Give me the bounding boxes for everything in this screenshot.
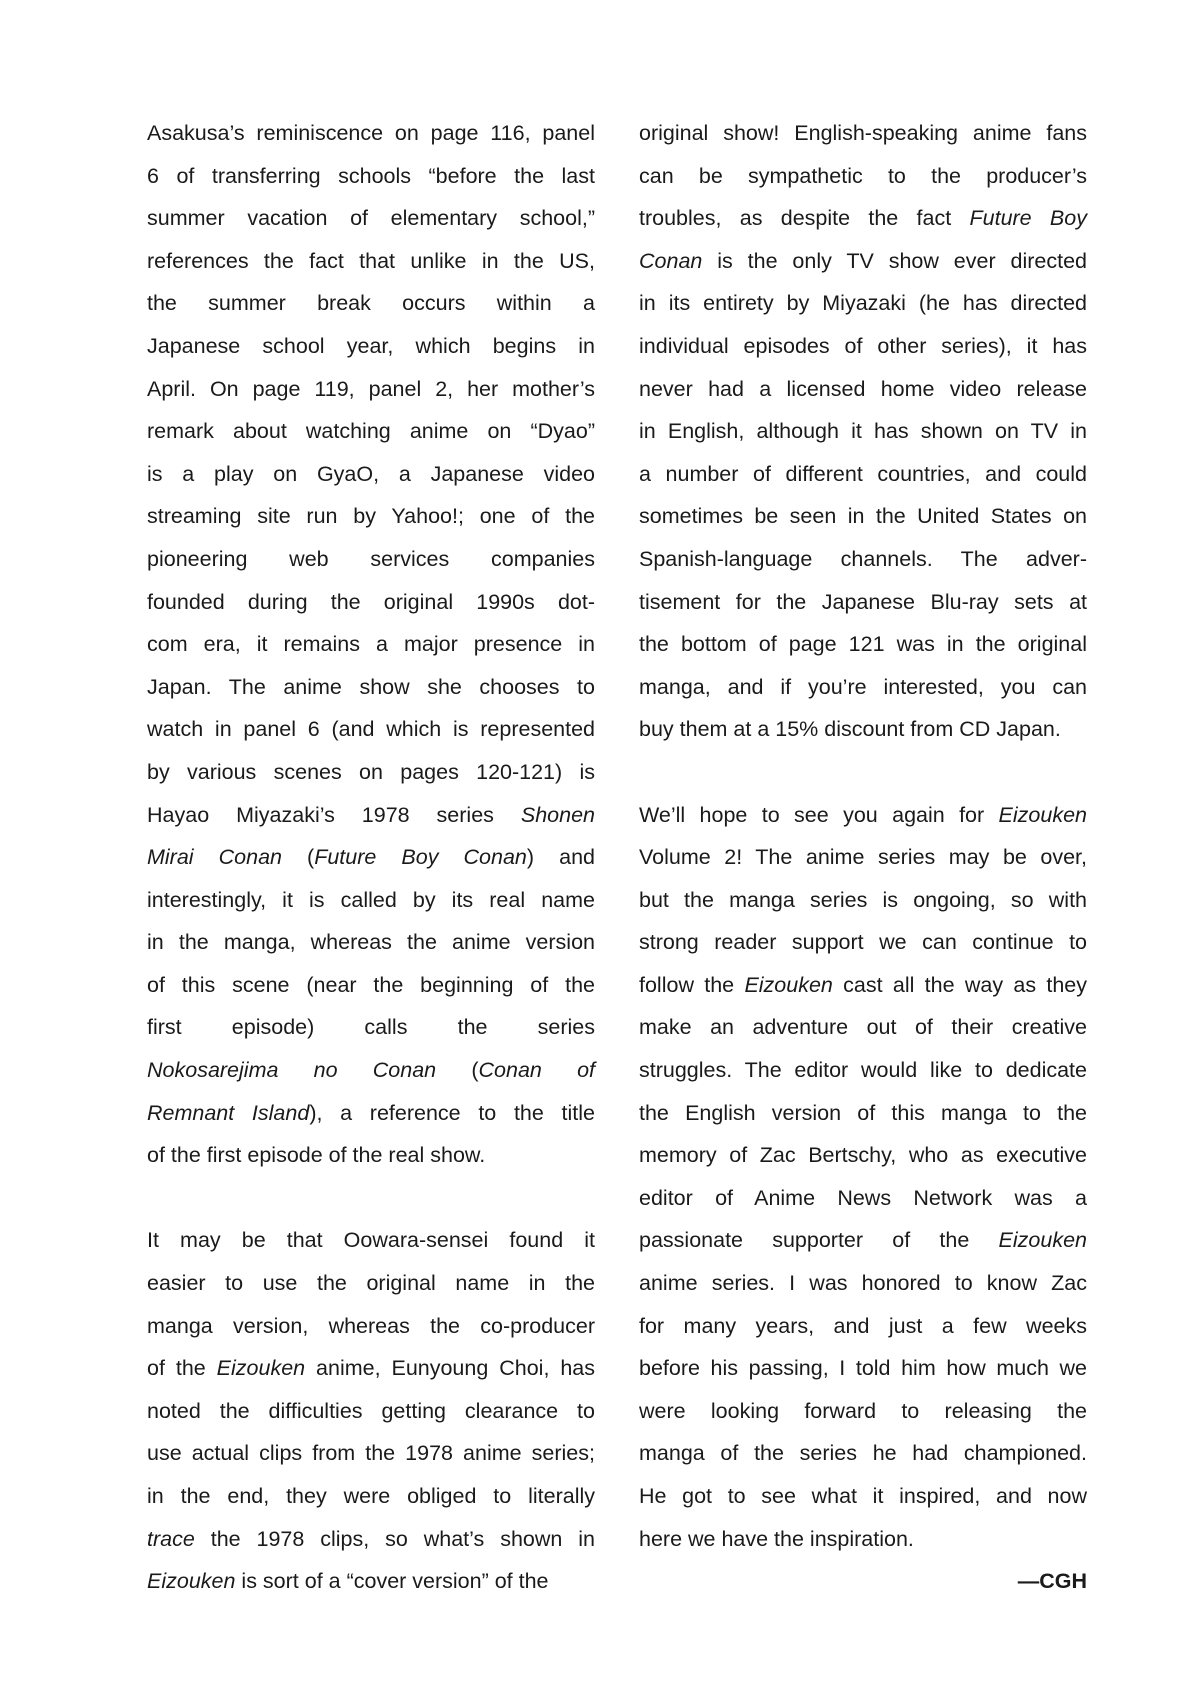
text-segment: in its entirety by Miyazaki (he has directed <box>639 291 1087 316</box>
text-line <box>147 666 595 709</box>
text-line <box>639 1049 1087 1092</box>
text-segment: the bottom of page 121 was in the original <box>639 632 1087 657</box>
text-line <box>639 666 1087 709</box>
italic-text: Future Boy Conan <box>314 845 527 870</box>
text-segment: April. On page 119, panel 2, her mother’s <box>147 376 595 401</box>
italic-text: Eizouken <box>216 1356 306 1381</box>
text-segment: interestingly, it is called by its real name <box>147 887 595 912</box>
text-segment: Spanish-language channels. The adver- <box>639 546 1087 571</box>
text-line <box>147 1092 595 1135</box>
text-segment: pioneering web services companies <box>147 546 595 571</box>
text-line <box>639 1006 1087 1049</box>
text-segment: were looking forward to releasing the <box>639 1398 1087 1423</box>
text-segment: make an adventure out of their creative <box>639 1015 1087 1040</box>
text-line <box>147 538 595 581</box>
text-segment: manga of the series he had championed. <box>639 1441 1087 1466</box>
text-line <box>147 1262 595 1305</box>
text-segment: 6 of transferring schools “before the last <box>147 163 595 188</box>
italic-text: Conan <box>639 248 703 273</box>
text-segment: manga version, whereas the co-producer <box>147 1313 595 1338</box>
text-line <box>639 836 1087 879</box>
paragraph <box>639 112 1087 751</box>
text-segment: Asakusa’s reminiscence on page 116, panel <box>147 121 595 145</box>
text-segment: is the only TV show ever directed <box>702 248 1087 273</box>
text-line <box>147 751 595 794</box>
italic-text: Eizouken <box>998 802 1087 827</box>
text-line <box>147 581 595 624</box>
text-line <box>639 964 1087 1007</box>
italic-text: Shonen <box>520 802 595 827</box>
text-segment: Japanese school year, which begins in <box>147 333 595 358</box>
text-line <box>639 538 1087 581</box>
text-segment: of this scene (near the beginning of the <box>147 972 595 997</box>
text-segment: anime series. I was honored to know Zac <box>639 1271 1087 1296</box>
text-segment: troubles, as despite the fact <box>639 206 970 231</box>
text-segment: ( <box>282 845 315 870</box>
text-line <box>639 581 1087 624</box>
text-segment: in the end, they were obliged to literally <box>147 1484 595 1508</box>
paragraph <box>147 112 595 1177</box>
text-line <box>639 495 1087 538</box>
text-line <box>147 1134 595 1177</box>
italic-text: Eizouken <box>998 1228 1087 1253</box>
text-segment: of the first episode of the real show. <box>147 1143 486 1168</box>
text-segment: com era, it remains a major presence in <box>147 632 595 657</box>
text-line <box>147 240 595 283</box>
text-segment: but the manga series is ongoing, so with <box>639 887 1087 912</box>
text-line <box>147 1475 595 1518</box>
text-line <box>147 1219 595 1262</box>
italic-text: Mirai Conan <box>147 845 282 870</box>
text-line <box>147 794 595 837</box>
text-segment: use actual clips from the 1978 anime series; <box>147 1441 595 1466</box>
left-column <box>147 112 595 1603</box>
text-segment: the English version of this manga to the <box>639 1100 1087 1125</box>
text-line <box>147 1305 595 1348</box>
text-segment: memory of Zac Bertschy, who as executive <box>639 1143 1087 1168</box>
right-column <box>639 112 1087 1603</box>
text-line <box>147 1347 595 1390</box>
text-segment: the summer break occurs within a <box>147 291 595 316</box>
italic-text: Eizouken <box>147 1569 236 1594</box>
text-segment: editor of Anime News Network was a <box>639 1185 1087 1210</box>
text-line <box>639 368 1087 411</box>
text-line <box>639 155 1087 198</box>
text-line <box>147 155 595 198</box>
text-line <box>639 325 1087 368</box>
text-line <box>147 495 595 538</box>
text-segment: follow the <box>639 972 745 997</box>
text-line <box>639 282 1087 325</box>
text-segment: watch in panel 6 (and which is represented <box>147 717 595 742</box>
signature: —CGH <box>1017 1569 1087 1594</box>
text-segment: Hayao Miyazaki’s 1978 series <box>147 802 521 827</box>
text-line <box>147 1560 595 1603</box>
text-line <box>639 410 1087 453</box>
text-segment: We’ll hope to see you again for <box>639 802 999 827</box>
text-line <box>639 1305 1087 1348</box>
text-segment: by various scenes on pages 120-121) is <box>147 759 595 784</box>
text-line <box>639 453 1087 496</box>
text-line <box>639 1134 1087 1177</box>
text-line <box>639 1390 1087 1433</box>
text-line <box>639 1347 1087 1390</box>
text-line <box>639 879 1087 922</box>
text-segment: a number of different countries, and could <box>639 461 1087 486</box>
text-segment: individual episodes of other series), it has <box>639 333 1087 358</box>
text-line <box>147 1006 595 1049</box>
text-segment: manga, and if you’re interested, you can <box>639 674 1087 699</box>
text-segment: for many years, and just a few weeks <box>639 1313 1087 1338</box>
text-segment: Japan. The anime show she chooses to <box>147 674 595 699</box>
text-line <box>147 410 595 453</box>
text-segment: can be sympathetic to the producer’s <box>639 163 1087 188</box>
text-line <box>639 1262 1087 1305</box>
text-segment: never had a licensed home video release <box>639 376 1087 401</box>
text-line <box>147 453 595 496</box>
text-line <box>639 1432 1087 1475</box>
text-line <box>639 240 1087 283</box>
italic-text: Conan of <box>478 1058 595 1083</box>
text-line <box>639 1219 1087 1262</box>
text-line <box>147 1432 595 1475</box>
text-segment: passionate supporter of the <box>639 1228 999 1253</box>
text-line <box>639 794 1087 837</box>
text-segment: founded during the original 1990s dot- <box>147 589 595 614</box>
text-segment: first episode) calls the series <box>147 1015 595 1040</box>
text-line <box>639 112 1087 155</box>
text-segment: ), a reference to the title <box>309 1100 595 1125</box>
text-segment: strong reader support we can continue to <box>639 930 1087 955</box>
text-line <box>147 708 595 751</box>
text-segment: anime, Eunyoung Choi, has <box>305 1356 595 1381</box>
paragraph <box>639 794 1087 1561</box>
italic-text: Remnant Island <box>147 1100 310 1125</box>
text-line <box>639 921 1087 964</box>
text-line <box>147 836 595 879</box>
text-segment: He got to see what it inspired, and now <box>639 1484 1087 1508</box>
text-segment: remark about watching anime on “Dyao” <box>147 419 595 444</box>
text-line <box>639 1518 1087 1561</box>
text-segment: summer vacation of elementary school,” <box>147 206 595 231</box>
italic-text: trace <box>147 1526 195 1551</box>
italic-text: Eizouken <box>744 972 833 997</box>
text-segment: is sort of a “cover version” of the <box>235 1569 549 1594</box>
text-segment: cast all the way as they <box>832 972 1088 997</box>
text-line <box>639 1092 1087 1135</box>
text-segment: It may be that Oowara-sensei found it <box>147 1228 595 1253</box>
text-segment: in the manga, whereas the anime version <box>147 930 595 955</box>
text-segment: streaming site run by Yahoo!; one of the <box>147 504 595 529</box>
text-segment: easier to use the original name in the <box>147 1271 595 1296</box>
text-line <box>147 282 595 325</box>
text-segment: noted the difficulties getting clearance to <box>147 1398 595 1423</box>
italic-text: Future Boy <box>969 206 1087 231</box>
text-segment: the 1978 clips, so what’s shown in <box>194 1526 595 1551</box>
text-segment: references the fact that unlike in the US, <box>147 248 595 273</box>
text-line <box>639 1475 1087 1518</box>
text-line <box>147 1390 595 1433</box>
text-segment: before his passing, I told him how much we <box>639 1356 1087 1381</box>
text-line <box>639 197 1087 240</box>
text-segment: in English, although it has shown on TV in <box>639 419 1087 444</box>
text-segment: buy them at a 15% discount from CD Japan. <box>639 717 1061 742</box>
text-line <box>147 1049 595 1092</box>
text-line <box>147 325 595 368</box>
text-line <box>147 879 595 922</box>
text-line <box>639 623 1087 666</box>
text-line <box>147 197 595 240</box>
text-segment: sometimes be seen in the United States on <box>639 504 1087 529</box>
text-segment: tisement for the Japanese Blu-ray sets at <box>639 589 1087 614</box>
text-line <box>147 964 595 1007</box>
text-segment: struggles. The editor would like to dedicate <box>639 1058 1087 1083</box>
text-segment: ) and <box>526 845 595 870</box>
paragraph <box>147 1219 595 1602</box>
text-segment: is a play on GyaO, a Japanese video <box>147 461 595 486</box>
italic-text: Nokosarejima no Conan <box>147 1058 437 1083</box>
text-segment: of the <box>147 1356 217 1381</box>
text-segment: Volume 2! The anime series may be over, <box>639 845 1087 870</box>
text-line <box>147 112 595 155</box>
text-line <box>639 1177 1087 1220</box>
text-line <box>147 1518 595 1561</box>
text-line <box>639 708 1087 751</box>
text-line <box>147 368 595 411</box>
text-line <box>147 623 595 666</box>
text-line <box>147 921 595 964</box>
text-segment: here we have the inspiration. <box>639 1526 914 1551</box>
text-segment: ( <box>436 1058 479 1083</box>
text-segment: original show! English-speaking anime fans <box>639 121 1087 145</box>
